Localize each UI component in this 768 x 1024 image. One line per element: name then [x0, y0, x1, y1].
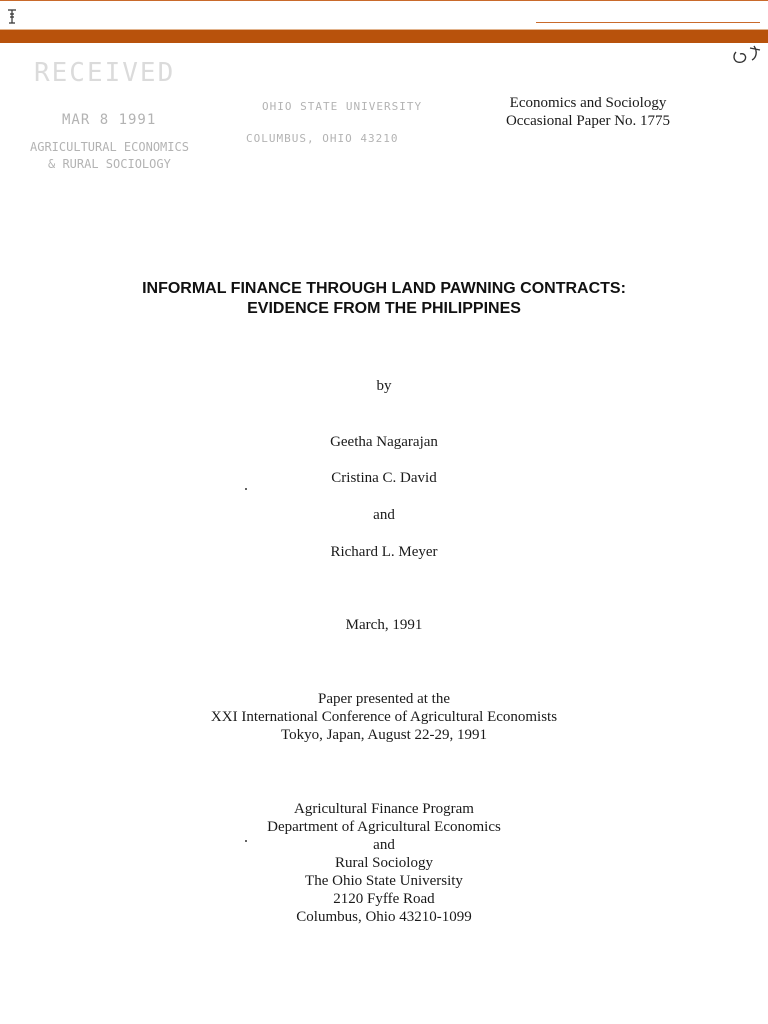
- library-stamp-line: COLUMBUS, OHIO 43210: [246, 132, 399, 145]
- street-address: 2120 Fyffe Road: [333, 891, 435, 907]
- department-stamp-line: & RURAL SOCIOLOGY: [48, 157, 171, 171]
- series-info: [478, 94, 698, 130]
- series-name: Economics and Sociology: [509, 95, 667, 111]
- received-stamp: RECEIVED: [34, 58, 176, 88]
- scan-speck: [245, 840, 247, 842]
- received-date-stamp: MAR 8 1991: [62, 112, 157, 128]
- accent-bar: [0, 30, 768, 43]
- program-name: Agricultural Finance Program: [294, 801, 474, 817]
- department-name: Rural Sociology: [335, 855, 433, 871]
- handwritten-mark-icon: [730, 44, 764, 70]
- scan-speck: [245, 488, 247, 490]
- university-name: The Ohio State University: [305, 873, 463, 889]
- top-header-strip: [0, 0, 768, 30]
- library-logo-icon: [6, 7, 18, 25]
- author-name: Geetha Nagarajan: [330, 434, 438, 450]
- paper-number: Occasional Paper No. 1775: [505, 113, 671, 129]
- presentation-line: Paper presented at the: [317, 691, 451, 707]
- author-conjunction: and: [373, 507, 395, 523]
- author-name: Richard L. Meyer: [330, 544, 438, 560]
- title-line: INFORMAL FINANCE THROUGH LAND PAWNING CONTRACTS:: [142, 280, 626, 297]
- department-stamp-line: AGRICULTURAL ECONOMICS: [30, 140, 189, 154]
- byline: by: [376, 378, 392, 394]
- paper-title: [60, 279, 708, 319]
- header-rule: [536, 22, 760, 23]
- affiliation-conjunction: and: [373, 837, 395, 853]
- library-stamp-line: OHIO STATE UNIVERSITY: [262, 100, 423, 113]
- title-line: EVIDENCE FROM THE PHILIPPINES: [247, 300, 521, 317]
- city-address: Columbus, Ohio 43210-1099: [296, 909, 472, 925]
- conference-location: Tokyo, Japan, August 22-29, 1991: [280, 727, 488, 743]
- publication-date: March, 1991: [345, 617, 423, 633]
- conference-name: XXI International Conference of Agricultural Economists: [210, 709, 558, 725]
- author-name: Cristina C. David: [331, 470, 437, 486]
- department-name: Department of Agricultural Economics: [267, 819, 501, 835]
